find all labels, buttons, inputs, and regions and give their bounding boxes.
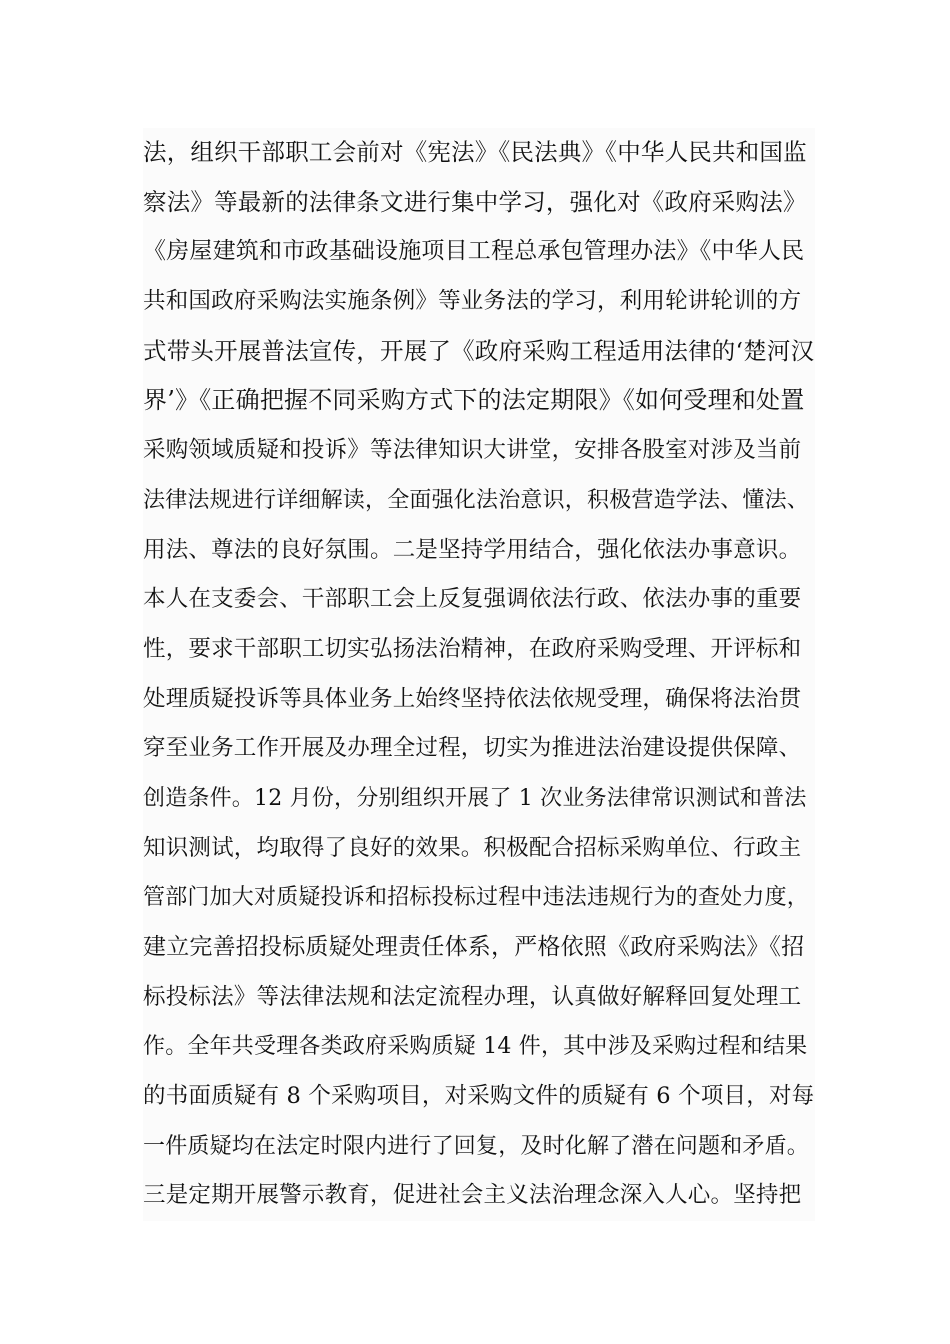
text-line: 用法、尊法的良好氛围。二是坚持学用结合，强化依法办事意识。 bbox=[143, 536, 802, 563]
text-line: 知识测试，均取得了良好的效果。积极配合招标采购单位、行政主 bbox=[143, 834, 802, 861]
text-line: 创造条件。12 月份，分别组织开展了 1 次业务法律常识测试和普法 bbox=[143, 785, 807, 811]
text-line: 法律法规进行详细解读，全面强化法治意识，积极营造学法、懂法、 bbox=[143, 487, 810, 513]
text-line: 式带头开展普法宣传，开展了《政府采购工程适用法律的‘楚河汉 bbox=[143, 336, 815, 365]
text-line: 处理质疑投诉等具体业务上始终坚持依法依规受理，确保将法治贯 bbox=[143, 685, 802, 712]
text-line: 的书面质疑有 8 个采购项目，对采购文件的质疑有 6 个项目，对每 bbox=[143, 1083, 815, 1110]
text-line: 一件质疑均在法定时限内进行了回复，及时化解了潜在问题和矛盾。 bbox=[143, 1133, 810, 1159]
text-line: 管部门加大对质疑投诉和招标投标过程中违法违规行为的查处力度， bbox=[143, 885, 810, 911]
text-line: 性，要求干部职工切实弘扬法治精神，在政府采购受理、开评标和 bbox=[143, 635, 802, 662]
text-line: 三是定期开展警示教育，促进社会主义法治理念深入人心。坚持把 bbox=[143, 1182, 802, 1209]
text-line: 采购领域质疑和投诉》等法律知识大讲堂，安排各股室对涉及当前 bbox=[143, 437, 802, 464]
text-line: 察法》等最新的法律条文进行集中学习，强化对《政府采购法》 bbox=[143, 187, 807, 216]
document-body bbox=[143, 128, 815, 1221]
text-line: 共和国政府采购法实施条例》等业务法的学习，利用轮讲轮训的方 bbox=[143, 288, 802, 315]
text-line: 穿至业务工作开展及办理全过程，切实为推进法治建设提供保障、 bbox=[143, 735, 802, 762]
text-line: 标投标法》等法律法规和法定流程办理，认真做好解释回复处理工 bbox=[143, 983, 802, 1010]
text-line: 法，组织干部职工会前对《宪法》《民法典》《中华人民共和国监 bbox=[143, 138, 807, 166]
text-line: 作。全年共受理各类政府采购质疑 14 件，其中涉及采购过程和结果 bbox=[143, 1034, 808, 1060]
text-line: 《房屋建筑和市政基础设施项目工程总承包管理办法》《中华人民 bbox=[143, 238, 805, 265]
text-line: 建立完善招投标质疑处理责任体系，严格依照《政府采购法》《招 bbox=[143, 934, 805, 960]
text-line: 界’》《正确把握不同采购方式下的法定期限》《如何受理和处置 bbox=[143, 386, 805, 415]
text-line: 本人在支委会、干部职工会上反复强调依法行政、依法办事的重要 bbox=[143, 586, 802, 613]
